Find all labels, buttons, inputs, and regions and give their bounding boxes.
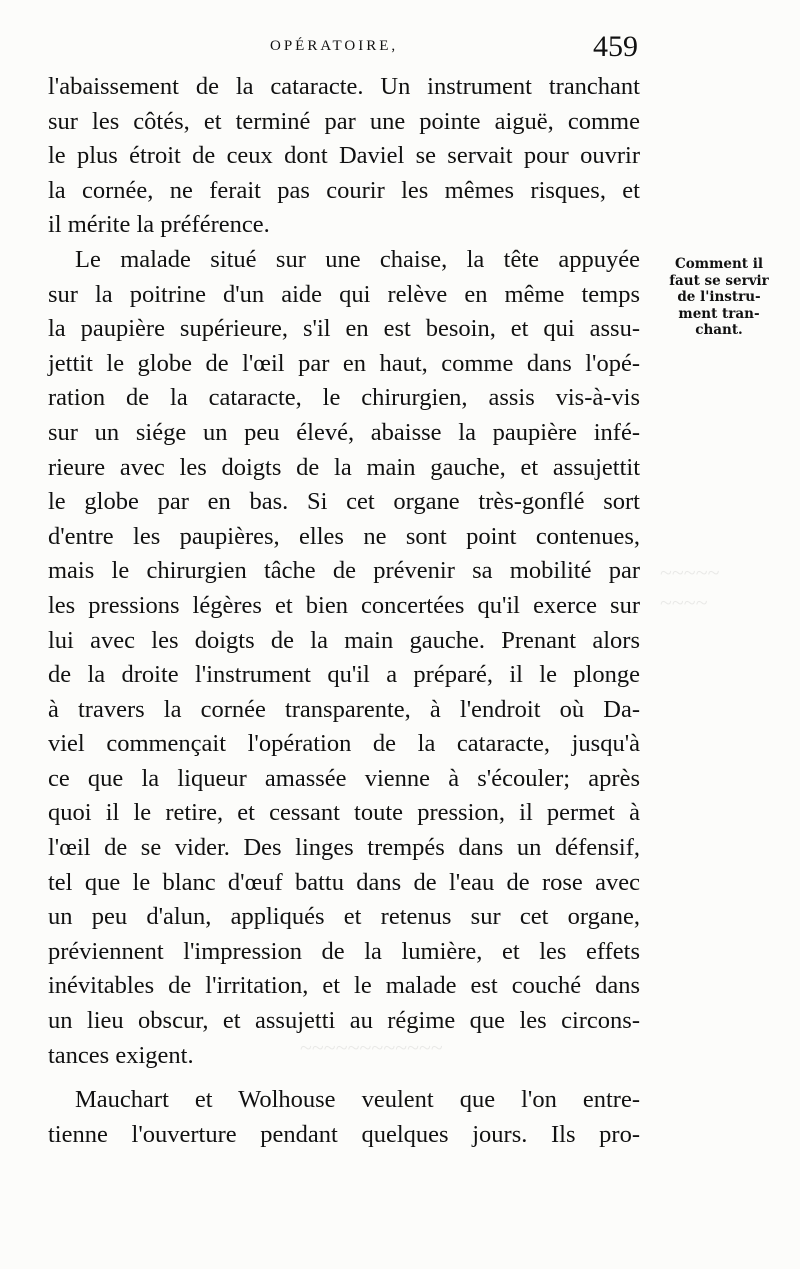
paragraph-1 [48, 70, 640, 243]
main-text [48, 70, 640, 1152]
text-line: ration de la cataracte, le chirurgien, assis vis-à-vis [48, 384, 640, 412]
paragraph-spacer [48, 1073, 640, 1083]
text-line: rieure avec les doigts de la main gauche, et assujettit [48, 453, 640, 481]
text-line: l'œil de se vider. Des linges trempés dans un défensif, [48, 834, 640, 862]
margin-note-line: ment tran- [678, 305, 760, 322]
text-line: ce que la liqueur amassée vienne à s'écouler; après [48, 764, 640, 792]
text-line: il mérite la préférence. [48, 211, 270, 239]
text-line: sur la poitrine d'un aide qui relève en même temps [48, 280, 640, 308]
text-line: inévitables de l'irritation, et le malade est couché dans [48, 972, 640, 1000]
margin-note-line: de l'instru- [677, 289, 761, 305]
show-through-smudge: ~~~~~ [660, 560, 720, 585]
text-line: sur un siége un peu élevé, abaisse la paupière infé- [48, 418, 640, 446]
text-line: Le malade situé sur une chaise, la tête appuyée [75, 245, 640, 273]
text-line: lui avec les doigts de la main gauche. Prenant alors [48, 626, 640, 654]
text-line: tel que le blanc d'œuf battu dans de l'eau de rose avec [48, 868, 640, 896]
text-line: préviennent l'impression de la lumière, et les effets [48, 937, 640, 965]
text-line: quoi il le retire, et cessant toute pression, il permet à [48, 799, 640, 827]
text-line: tienne l'ouverture pendant quelques jours. Ils pro- [48, 1120, 640, 1148]
text-line: à travers la cornée transparente, à l'endroit où Da- [48, 695, 640, 723]
text-line: l'abaissement de la cataracte. Un instrument tranchant [48, 73, 640, 100]
margin-note-line: chant. [695, 322, 743, 338]
text-line: de la droite l'instrument qu'il a préparé, il le plonge [48, 661, 640, 689]
show-through-smudge: ~~~~~~~~~~~~ [300, 1035, 443, 1060]
text-line: les pressions légères et bien concertées qu'il exerce sur [48, 591, 640, 619]
text-line: un lieu obscur, et assujetti au régime que les circons- [48, 1007, 640, 1035]
text-line: le globe par en bas. Si cet organe très-gonflé sort [48, 488, 640, 516]
margin-note [650, 256, 788, 339]
margin-note-line: Comment il [675, 256, 763, 272]
text-line: un peu d'alun, appliqués et retenus sur cet organe, [48, 903, 640, 931]
text-line: jettit le globe de l'œil par en haut, comme dans l'opé- [48, 349, 640, 377]
text-line: le plus étroit de ceux dont Daviel se servait pour ouvrir [48, 142, 640, 170]
text-line: Mauchart et Wolhouse veulent que l'on entre- [75, 1086, 640, 1114]
text-line: la paupière supérieure, s'il en est besoin, et qui assu- [48, 315, 640, 343]
paragraph-3 [48, 1083, 640, 1152]
page-number: 459 [593, 30, 638, 63]
text-line: la cornée, ne ferait pas courir les mêmes risques, et [48, 176, 640, 204]
text-line: d'entre les paupières, elles ne sont point contenues, [48, 522, 640, 550]
text-line: viel commençait l'opération de la cataracte, jusqu'à [48, 730, 640, 758]
show-through-smudge: ~~~~ [660, 590, 708, 615]
margin-note-line: faut se servir [669, 272, 769, 289]
running-title: OPÉRATOIRE, [270, 38, 399, 54]
text-line: mais le chirurgien tâche de prévenir sa mobilité par [48, 557, 640, 585]
running-header [48, 30, 638, 64]
text-line: sur les côtés, et terminé par une pointe aiguë, comme [48, 107, 640, 135]
text-line: tances exigent. [48, 1041, 194, 1069]
paragraph-2 [48, 243, 640, 1073]
